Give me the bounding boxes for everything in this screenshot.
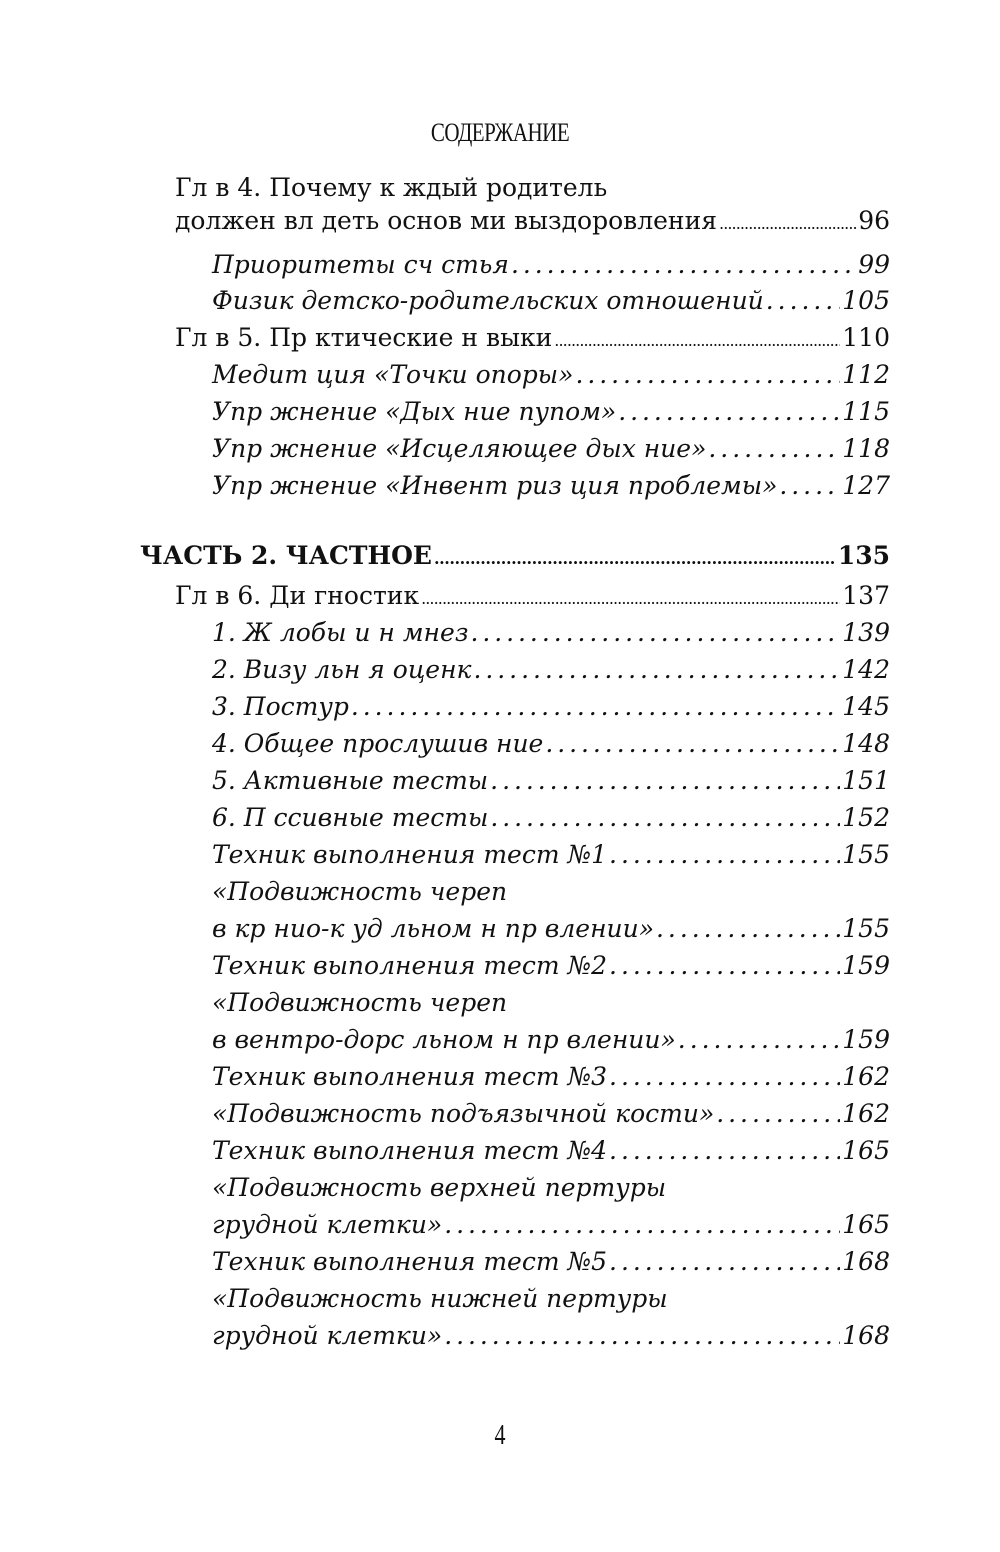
toc-entry[interactable] <box>140 800 890 836</box>
toc-entry-title: Упр жнение «Дых ние пупом» <box>212 397 617 426</box>
leader-dots <box>609 1133 840 1169</box>
toc-entry-page: 155 <box>842 914 890 943</box>
toc-entry[interactable] <box>140 726 890 762</box>
toc-entry[interactable] <box>140 1133 890 1169</box>
toc-entry-title: Техник выполнения тест №5 <box>212 1247 608 1276</box>
toc-entry-page: 99 <box>858 250 890 279</box>
toc-entry[interactable] <box>140 320 890 356</box>
leader-dots <box>716 1096 840 1132</box>
page-number: 4 <box>494 1418 506 1451</box>
leader-dots <box>444 1318 840 1354</box>
toc-entry[interactable] <box>140 1207 890 1243</box>
leader-dots <box>609 837 840 873</box>
running-head: СОДЕРЖАНИЕ <box>430 117 570 147</box>
toc-entry-title: 6. П ссивные тесты <box>212 803 489 832</box>
toc-entry[interactable] <box>140 615 890 651</box>
toc-entry-page: 135 <box>837 541 890 570</box>
toc-entry-title: «Подвижность подъязычной кости» <box>212 1099 715 1128</box>
toc-entry-title: 1. Ж лобы и н мнез <box>212 618 469 647</box>
toc-entry[interactable] <box>140 911 890 947</box>
toc-line: «Подвижность череп <box>212 988 508 1017</box>
toc-line: «Подвижность верхней пертуры <box>212 1173 667 1202</box>
toc-entry-title: Упр жнение «Исцеляющее дых ние» <box>212 434 707 463</box>
toc-entry-title: грудной клетки» <box>212 1210 443 1239</box>
toc-entry-page: 142 <box>842 655 890 684</box>
toc-entry-page: 137 <box>842 581 890 610</box>
leader-dots <box>490 800 840 836</box>
toc-entry-page: 96 <box>858 206 890 235</box>
toc-entry-page: 168 <box>842 1247 890 1276</box>
toc-entry-page: 148 <box>842 729 890 758</box>
leader-dots <box>766 283 841 319</box>
toc-entry-title: 5. Активные тесты <box>212 766 489 795</box>
toc-entry-title: Приоритеты сч стья <box>212 250 509 279</box>
toc-entry-title: Гл в 5. Пр ктические н выки <box>175 323 553 352</box>
toc-entry-page: 162 <box>842 1099 890 1128</box>
leader-dots <box>609 1059 840 1095</box>
toc-entry-page: 152 <box>842 803 890 832</box>
toc-entry-page: 110 <box>842 323 890 352</box>
leader-dots <box>719 203 856 242</box>
toc-entry-page: 115 <box>842 397 890 426</box>
leader-dots <box>351 689 840 725</box>
toc-part-entry[interactable] <box>140 538 890 574</box>
toc-entry[interactable] <box>140 247 890 283</box>
toc-entry-page: 162 <box>842 1062 890 1091</box>
toc-entry[interactable] <box>140 1096 890 1132</box>
toc-entry-title: Гл в 6. Ди гностик <box>175 581 420 610</box>
toc-entry[interactable] <box>140 1244 890 1280</box>
toc-entry[interactable] <box>140 652 890 688</box>
toc-entry[interactable] <box>140 948 890 984</box>
toc-entry-page: 151 <box>842 766 890 795</box>
toc-entry-title: Медит ция «Точки опоры» <box>212 360 574 389</box>
toc-entry-page: 145 <box>842 692 890 721</box>
toc-entry-title: 2. Визу льн я оценк <box>212 655 472 684</box>
toc-entry[interactable] <box>140 1022 890 1058</box>
toc-entry[interactable] <box>140 689 890 725</box>
toc-entry-page: 165 <box>842 1136 890 1165</box>
toc-entry-title: в кр нио-к уд льном н пр влении» <box>212 914 655 943</box>
toc-entry-title: Техник выполнения тест №2 <box>212 951 608 980</box>
toc-entry-title: Физик детско-родительских отношений <box>212 286 764 315</box>
toc-entry-title: в вентро-дорс льном н пр влении» <box>212 1025 676 1054</box>
leader-dots <box>444 1207 840 1243</box>
leader-dots <box>609 1244 840 1280</box>
toc-entry-title: Упр жнение «Инвент риз ция проблемы» <box>212 471 778 500</box>
toc-entry[interactable] <box>140 394 890 430</box>
toc-entry-title: Техник выполнения тест №4 <box>212 1136 608 1165</box>
leader-dots <box>609 948 840 984</box>
leader-dots <box>545 726 840 762</box>
leader-dots <box>618 394 840 430</box>
toc-entry[interactable] <box>140 357 890 393</box>
leader-dots <box>656 911 840 947</box>
toc-entry-page: 139 <box>842 618 890 647</box>
toc-entry-title: 3. Постур <box>212 692 349 721</box>
toc-entry[interactable] <box>140 468 890 504</box>
toc-entry-page: 118 <box>842 434 890 463</box>
toc-line: Гл в 4. Почему к ждый родитель <box>175 173 608 202</box>
toc-entry[interactable] <box>140 1318 890 1354</box>
toc-entry-page: 112 <box>842 360 890 389</box>
toc-entry-page: 155 <box>842 840 890 869</box>
leader-dots <box>421 578 840 617</box>
toc-entry[interactable] <box>140 431 890 467</box>
toc-entry-page: 127 <box>842 471 890 500</box>
toc-entry-page: 159 <box>842 1025 890 1054</box>
toc-entry-title: ЧАСТЬ 2. ЧАСТНОЕ <box>140 541 432 570</box>
leader-dots <box>678 1022 840 1058</box>
toc-entry[interactable] <box>140 837 890 873</box>
leader-dots <box>511 247 856 283</box>
leader-dots <box>490 763 840 799</box>
leader-dots <box>554 320 840 359</box>
leader-dots <box>708 431 840 467</box>
toc-entry-page: 159 <box>842 951 890 980</box>
toc-entry-page: 105 <box>842 286 890 315</box>
toc-entry-title: Техник выполнения тест №1 <box>212 840 608 869</box>
toc-entry[interactable] <box>140 578 890 614</box>
toc-entry[interactable] <box>140 203 890 239</box>
toc-entry-title: грудной клетки» <box>212 1321 443 1350</box>
leader-dots <box>575 357 840 393</box>
toc-entry[interactable] <box>140 283 890 319</box>
toc-entry-page: 165 <box>842 1210 890 1239</box>
toc-line: «Подвижность череп <box>212 877 508 906</box>
toc-entry-title: должен вл деть основ ми выздоровления <box>175 206 718 235</box>
leader-dots <box>470 615 840 651</box>
leader-dots <box>434 538 836 577</box>
toc-entry-title: Техник выполнения тест №3 <box>212 1062 608 1091</box>
toc-line: «Подвижность нижней пертуры <box>212 1284 668 1313</box>
toc-entry[interactable] <box>140 1059 890 1095</box>
toc-entry[interactable] <box>140 763 890 799</box>
toc-entry-title: 4. Общее прослушив ние <box>212 729 544 758</box>
toc-entry-page: 168 <box>842 1321 890 1350</box>
leader-dots <box>474 652 841 688</box>
leader-dots <box>779 468 840 504</box>
